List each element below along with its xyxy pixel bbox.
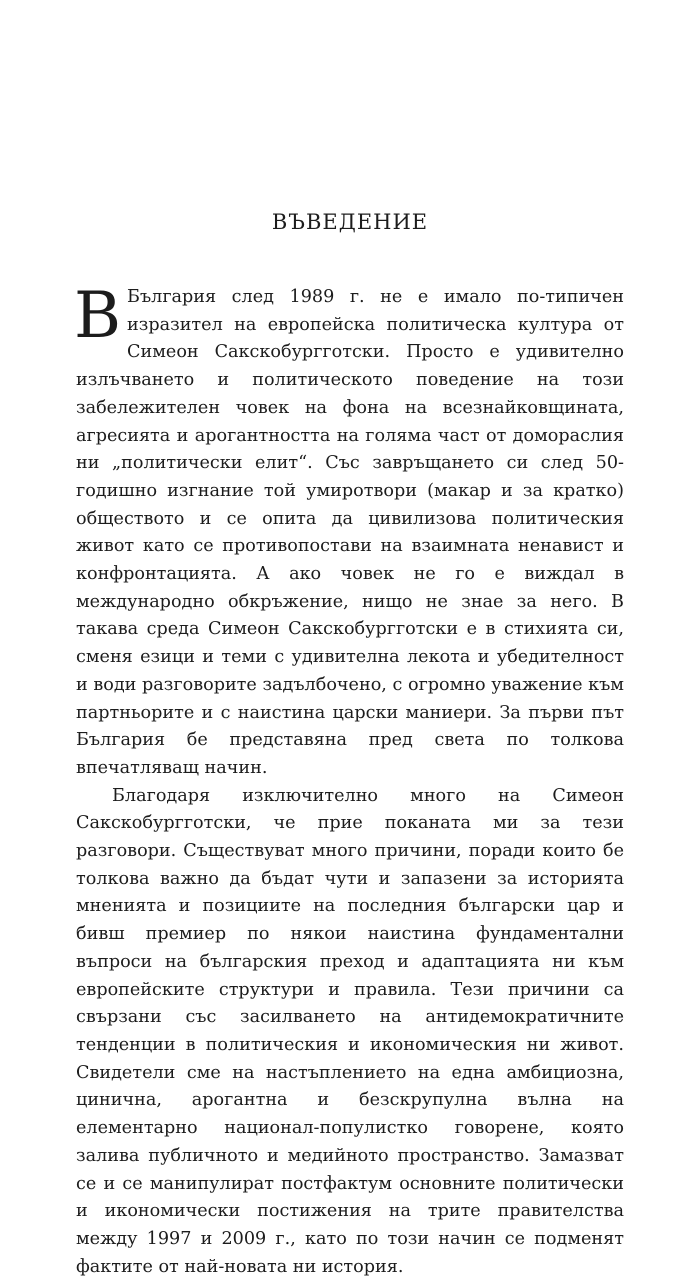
paragraph-second-text: Благодаря изключително много на Симеон Сакскобургготски, че прие поканата ми за тези разговори. Съществуват много причини, поради които бе толкова важно да бъдат чути и запазени за историята мненията и позициите на последния български цар и бивш премиер по някои наистина фундаментални въпроси на българския преход и адаптацията ни към европейските структури и правила. Тези причини са свързани със засилването на антидемократичните тенденции в политическия и икономическия ни живот. Свидетели сме на настъплението на една амбициозна, цинична, арогантна и безскрупулна вълна на елементарно национал-популистко говорене, която залива публичното и медийното пространство. Замазват се и се манипулират постфактум основните политически и икономически постижения на трите правителства между 1997 и 2009 г., като по този начин се подменят фактите от най-новата ни история. [76,785,624,1277]
paragraph-first-text: България след 1989 г. не е имало по-типичен изразител на европейска политическа култура от Симеон Сакскобургготски. Просто е удивително излъчването и политическото поведение на този забележителен човек на фона на всезнайковщината, агресията и арогантността на голяма част от домораслия ни „политически елит“. Със завръщането си след 50-годишно изгнание той умиротвори (макар и за кратко) обществото и се опита да цивилизова политическия живот като се противопостави на взаимната ненавист и конфронтацията. А ако човек не го е виждал в международно обкръжение, нищо не знае за него. В такава среда Симеон Сакскобургготски е в стихията си, сменя езици и теми с удивителна лекота и убедителност и води разговорите задълбочено, с огромно уважение към партньорите и с наистина царски маниери. За първи път България бе представяна пред света по толкова впечатляващ начин. [76,287,624,778]
paragraph-second [76,783,624,1281]
paragraph-first [74,279,624,783]
chapter-heading: ВЪВЕДЕНИЕ [271,210,429,234]
drop-cap-letter: В [74,279,122,353]
chapter-body [74,279,624,1281]
